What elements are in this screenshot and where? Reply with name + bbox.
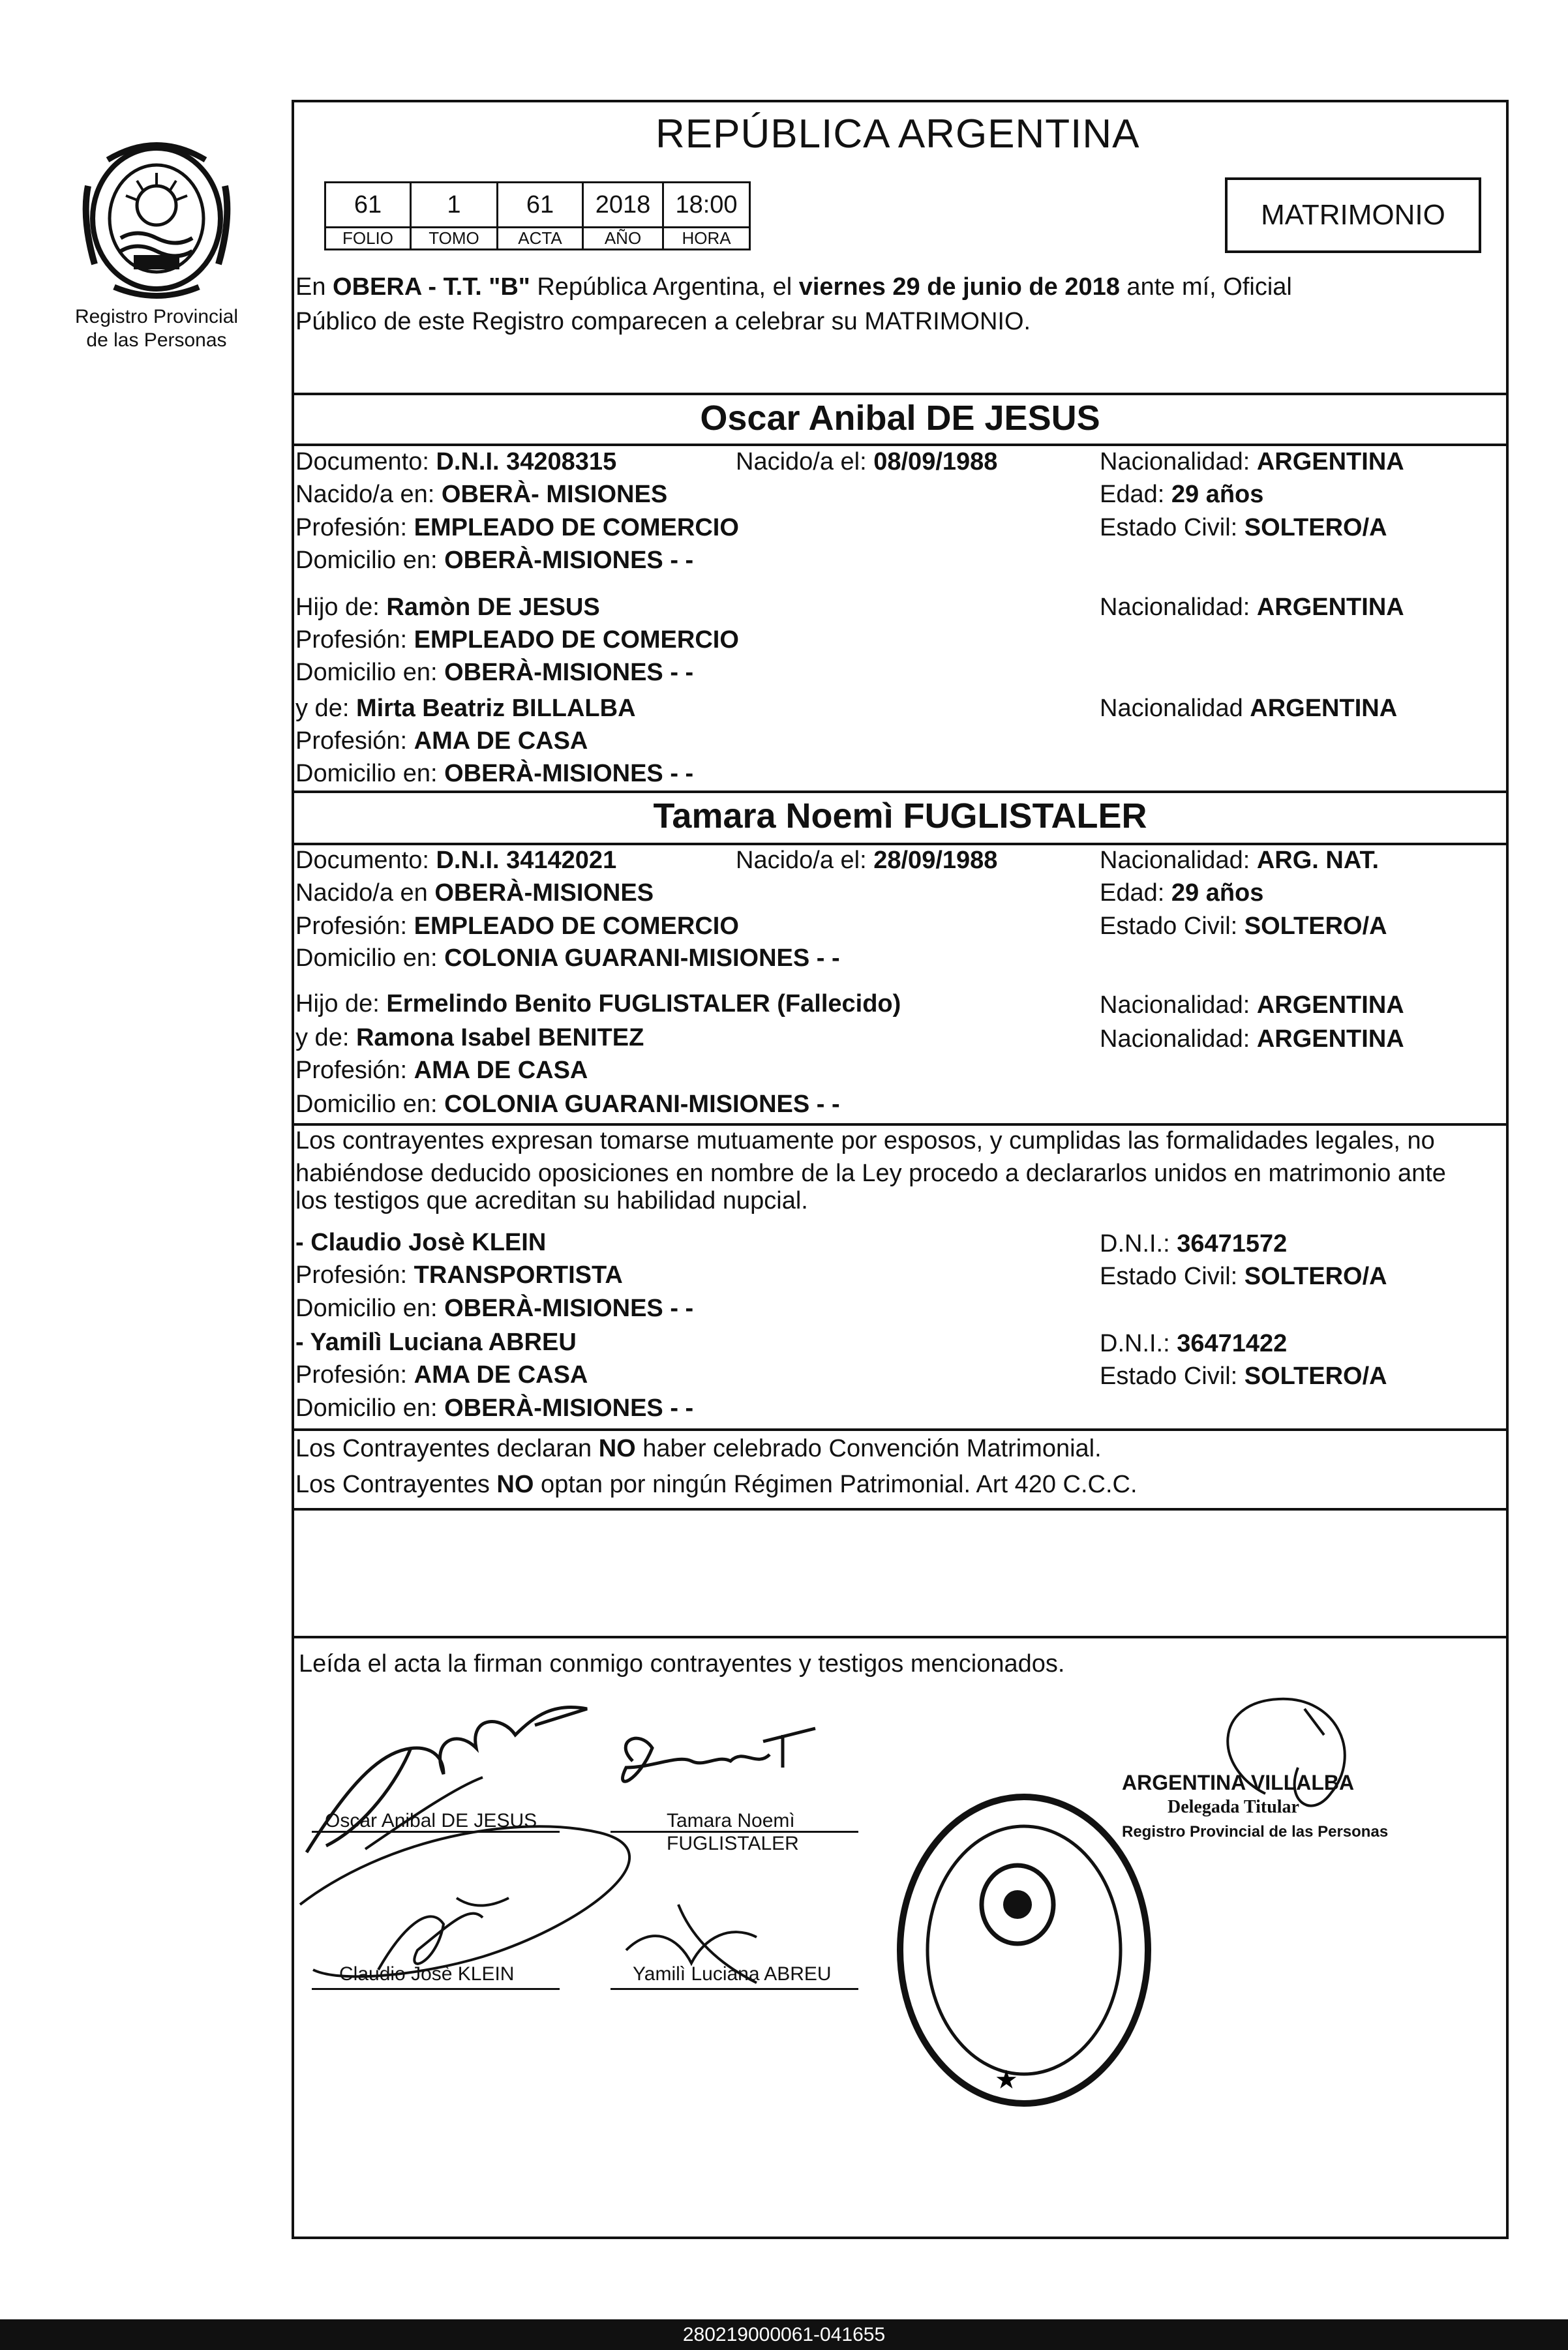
- hora-value: 18:00: [663, 183, 750, 228]
- groom-mother: [295, 692, 636, 725]
- bride-name: Tamara Noemì FUGLISTALER: [653, 796, 1147, 836]
- label: Domicilio en:: [295, 659, 445, 686]
- groom-mother-home: [295, 757, 693, 790]
- label: Domicilio en:: [295, 1394, 445, 1422]
- reading-statement: Leída el acta la firman conmigo contrayentes y testigos mencionados.: [299, 1650, 1065, 1678]
- tomo-label: TOMO: [411, 228, 498, 250]
- value: ARGENTINA: [1256, 1025, 1404, 1053]
- value: 08/09/1988: [873, 448, 998, 475]
- convention-line-1: [295, 1432, 1102, 1465]
- label: Profesión:: [295, 1057, 414, 1084]
- witness1-dni: [1100, 1228, 1287, 1260]
- label: Estado Civil:: [1100, 1363, 1244, 1390]
- label: Domicilio en:: [295, 944, 445, 972]
- registry-label-line1: Registro Provincial: [74, 306, 239, 327]
- label: Profesión:: [295, 1361, 414, 1389]
- value: SOLTERO/A: [1244, 1363, 1387, 1390]
- value: ARGENTINA: [1250, 695, 1398, 722]
- value: 36471572: [1177, 1230, 1288, 1258]
- groom-mother-nat: [1100, 692, 1397, 725]
- anio-value: 2018: [583, 183, 663, 228]
- doc-type-box: [1225, 177, 1481, 253]
- intro-line-1: [295, 271, 1292, 303]
- divider: [292, 791, 1509, 793]
- groom-signature-name: Oscar Anibal DE JESUS: [325, 1810, 537, 1831]
- value: OBERÀ-MISIONES - -: [444, 1295, 694, 1322]
- intro-line-2: Público de este Registro comparecen a celebrar su MATRIMONIO.: [295, 308, 1031, 335]
- label: Documento:: [295, 847, 436, 874]
- bride-home: [295, 942, 840, 974]
- country-title: REPÚBLICA ARGENTINA: [656, 112, 1140, 157]
- value: ARGENTINA: [1256, 594, 1404, 621]
- label: Nacido/a el:: [736, 847, 874, 874]
- value: OBERÀ-MISIONES - -: [444, 547, 694, 574]
- bride-mother-home: [295, 1088, 840, 1121]
- doc-type: MATRIMONIO: [1261, 199, 1445, 231]
- label: Domicilio en:: [295, 760, 445, 787]
- label: Nacionalidad:: [1100, 448, 1257, 475]
- text-bold: NO: [598, 1435, 636, 1462]
- intro-text: ante mí, Oficial: [1119, 273, 1292, 301]
- value: D.N.I. 34208315: [436, 448, 617, 475]
- groom-name: Oscar Anibal DE JESUS: [700, 399, 1100, 438]
- convention-line-2: [295, 1468, 1138, 1501]
- anio-label: AÑO: [583, 228, 663, 250]
- value: COLONIA GUARANI-MISIONES - -: [444, 944, 840, 972]
- witness2-signature-name: Yamilì Luciana ABREU: [633, 1963, 832, 1985]
- bride-doc: [295, 844, 616, 877]
- groom-age: [1100, 478, 1263, 511]
- registry-label-line2: de las Personas: [86, 329, 227, 351]
- bride-mother-job: [295, 1054, 588, 1087]
- groom-born: [736, 445, 997, 478]
- value: EMPLEADO DE COMERCIO: [414, 912, 739, 940]
- divider: [292, 1508, 1509, 1511]
- divider: [292, 393, 1509, 395]
- bride-job: [295, 910, 739, 942]
- value: TRANSPORTISTA: [414, 1261, 623, 1289]
- officer-org: Registro Provincial de las Personas: [1122, 1823, 1389, 1841]
- value: EMPLEADO DE COMERCIO: [414, 626, 739, 654]
- text: Los Contrayentes declaran: [295, 1435, 599, 1462]
- text: haber celebrado Convención Matrimonial.: [635, 1435, 1102, 1462]
- label: Domicilio en:: [295, 547, 445, 574]
- value: Ramona Isabel BENITEZ: [355, 1024, 644, 1051]
- value: Ramòn DE JESUS: [386, 594, 600, 621]
- bride-signature-name-1: Tamara Noemì: [667, 1810, 795, 1831]
- tomo-value: 1: [411, 183, 498, 228]
- groom-nat: [1100, 445, 1404, 478]
- groom-father-job: [295, 624, 739, 656]
- value: 36471422: [1177, 1330, 1288, 1357]
- bride-birthplace: [295, 877, 654, 909]
- value: OBERÀ-MISIONES: [434, 879, 654, 907]
- groom-home: [295, 544, 693, 577]
- label: Profesión:: [295, 1261, 414, 1289]
- value: AMA DE CASA: [414, 1057, 588, 1084]
- label: Nacido/a el:: [736, 448, 874, 475]
- bride-father-nat: [1100, 989, 1404, 1021]
- label: y de:: [295, 695, 356, 722]
- label: Estado Civil:: [1100, 1263, 1244, 1290]
- signature-marks: [287, 1689, 1507, 2107]
- value: SOLTERO/A: [1244, 1263, 1387, 1290]
- folio-value: 61: [325, 183, 411, 228]
- value: ARGENTINA: [1256, 448, 1404, 475]
- bride-born: [736, 844, 997, 877]
- value: D.N.I. 34142021: [436, 847, 617, 874]
- value: OBERÀ-MISIONES - -: [444, 659, 694, 686]
- label: Profesión:: [295, 514, 414, 541]
- label: Nacido/a en: [295, 879, 435, 907]
- value: SOLTERO/A: [1244, 912, 1387, 940]
- intro-date: viernes 29 de junio de 2018: [798, 273, 1120, 301]
- label: Edad:: [1100, 879, 1171, 907]
- value: Ermelindo Benito FUGLISTALER (Fallecido): [386, 990, 901, 1017]
- value: EMPLEADO DE COMERCIO: [414, 514, 739, 541]
- witness2-dni: [1100, 1327, 1287, 1360]
- witness1-signature-name: Claudio Josè KLEIN: [339, 1963, 515, 1985]
- intro-text: En: [295, 273, 333, 301]
- witness1-civil: [1100, 1260, 1387, 1293]
- value: Mirta Beatriz BILLALBA: [355, 695, 636, 722]
- groom-civil: [1100, 511, 1387, 544]
- groom-job: [295, 511, 739, 544]
- label: Nacionalidad:: [1100, 847, 1257, 874]
- witness2-name: - Yamilì Luciana ABREU: [295, 1329, 577, 1356]
- value: OBERÀ- MISIONES: [441, 481, 668, 508]
- text: Los Contrayentes: [295, 1471, 497, 1498]
- label: Nacionalidad:: [1100, 594, 1257, 621]
- bride-age: [1100, 877, 1263, 909]
- text-bold: NO: [496, 1471, 534, 1498]
- witness2-job: [295, 1359, 588, 1391]
- value: OBERÀ-MISIONES - -: [444, 760, 694, 787]
- groom-father-nat: [1100, 591, 1404, 624]
- bride-civil: [1100, 910, 1387, 942]
- label: Hijo de:: [295, 990, 387, 1017]
- label: Estado Civil:: [1100, 912, 1244, 940]
- label: Nacido/a en:: [295, 481, 442, 508]
- groom-father: [295, 591, 600, 624]
- intro-place: OBERA - T.T. "B": [333, 273, 530, 301]
- bride-mother: [295, 1021, 644, 1054]
- label: Domicilio en:: [295, 1091, 445, 1118]
- groom-doc: [295, 445, 616, 478]
- witness2-signature-line: [611, 1988, 858, 1990]
- footer-code: 280219000061-041655: [0, 2319, 1568, 2350]
- label: Documento:: [295, 448, 436, 475]
- label: Profesión:: [295, 912, 414, 940]
- declaration-line-2: habiéndose deducido oposiciones en nombre de la Ley procedo a declararlos unidos en matrimonio ante: [295, 1160, 1446, 1187]
- label: Nacionalidad:: [1100, 991, 1257, 1019]
- divider: [292, 1428, 1509, 1431]
- acta-value: 61: [498, 183, 583, 228]
- bride-signature-name-2: FUGLISTALER: [667, 1833, 799, 1854]
- witness1-home: [295, 1292, 693, 1325]
- value: ARGENTINA: [1256, 991, 1404, 1019]
- groom-father-home: [295, 656, 693, 689]
- intro-text: República Argentina, el: [530, 273, 799, 301]
- registry-table: [324, 181, 751, 250]
- witness2-civil: [1100, 1360, 1387, 1393]
- label: y de:: [295, 1024, 356, 1051]
- value: COLONIA GUARANI-MISIONES - -: [444, 1091, 840, 1118]
- divider: [292, 1636, 1509, 1638]
- provincial-seal: [75, 134, 238, 303]
- label: Domicilio en:: [295, 1295, 445, 1322]
- label: D.N.I.:: [1100, 1230, 1177, 1258]
- bride-nat: [1100, 844, 1379, 877]
- value: ARG. NAT.: [1256, 847, 1380, 874]
- value: AMA DE CASA: [414, 1361, 588, 1389]
- label: D.N.I.:: [1100, 1330, 1177, 1357]
- svg-text:★: ★: [995, 2066, 1018, 2094]
- text: optan por ningún Régimen Patrimonial. Art 420 C.C.C.: [534, 1471, 1138, 1498]
- value: AMA DE CASA: [414, 727, 588, 755]
- value: 28/09/1988: [873, 847, 998, 874]
- value: 29 años: [1171, 879, 1264, 907]
- label: Profesión:: [295, 727, 414, 755]
- value: OBERÀ-MISIONES - -: [444, 1394, 694, 1422]
- folio-label: FOLIO: [325, 228, 411, 250]
- label: Nacionalidad:: [1100, 1025, 1257, 1053]
- declaration-line-1: Los contrayentes expresan tomarse mutuamente por esposos, y cumplidas las formalidades legales, no: [295, 1127, 1435, 1154]
- hora-label: HORA: [663, 228, 750, 250]
- value: SOLTERO/A: [1244, 514, 1387, 541]
- bride-father: [295, 987, 901, 1020]
- officer-title: Delegada Titular: [1168, 1797, 1299, 1817]
- witness2-home: [295, 1392, 693, 1424]
- witness1-signature-line: [312, 1988, 560, 1990]
- witness1-job: [295, 1259, 623, 1291]
- value: 29 años: [1171, 481, 1264, 508]
- label: Profesión:: [295, 626, 414, 654]
- declaration-line-3: los testigos que acreditan su habilidad nupcial.: [295, 1187, 808, 1214]
- label: Nacionalidad: [1100, 695, 1250, 722]
- acta-label: ACTA: [498, 228, 583, 250]
- label: Hijo de:: [295, 594, 387, 621]
- label: Edad:: [1100, 481, 1171, 508]
- registry-label: [52, 305, 261, 352]
- officer-name: ARGENTINA VILLALBA: [1122, 1771, 1355, 1794]
- label: Estado Civil:: [1100, 514, 1244, 541]
- groom-mother-job: [295, 725, 588, 757]
- bride-mother-nat: [1100, 1023, 1404, 1055]
- witness1-name: - Claudio Josè KLEIN: [295, 1229, 547, 1256]
- groom-birthplace: [295, 478, 667, 511]
